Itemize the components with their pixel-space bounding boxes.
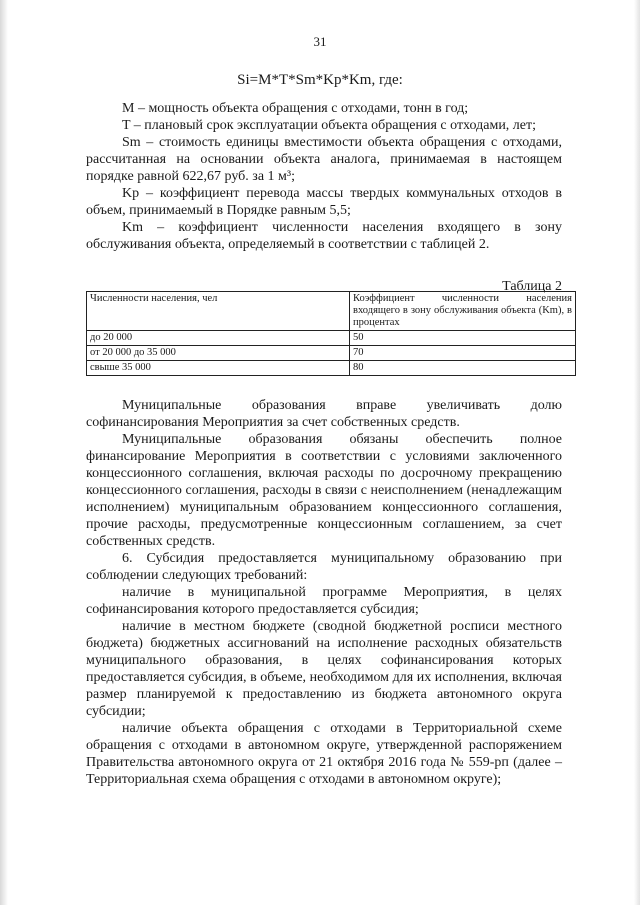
paragraph-scheme-requirement: наличие объекта обращения с отходами в Территориальной схеме обращения с отходами в автономном округе, утвержденной распоряжением Правительства автономного округа от 21 октября 2016 года № 559-рп (далее – Территориальная схема обращения с отходами в автономном округе); — [86, 721, 562, 787]
definition-t: T – плановый срок эксплуатации объекта обращения с отходами, лет; — [122, 118, 537, 133]
definition-km: Km – коэффициент численности населения входящего в зону обслуживания объекта, определяемый в соответствии с таблицей 2. — [86, 220, 562, 252]
definition-m: M – мощность объекта обращения с отходами, тонн в год; — [122, 101, 469, 116]
definitions-block — [86, 100, 562, 253]
scan-edge-right — [634, 0, 640, 905]
table-row — [87, 331, 576, 346]
paragraph-requirements-intro: 6. Субсидия предоставляется муниципальному образованию при соблюдении следующих требований: — [86, 551, 562, 583]
table-header-row — [87, 292, 576, 331]
paragraph-program-requirement: наличие в муниципальной программе Мероприятия, в целях софинансирования которого предоставляется субсидия; — [86, 585, 562, 617]
definition-kp: Kp – коэффициент перевода массы твердых коммунальных отходов в объем, принимаемый в Порядке равным 5,5; — [86, 186, 562, 218]
table-cell-population: свыше 35 000 — [87, 361, 350, 376]
body-text-block — [86, 397, 562, 788]
table-cell-population: от 20 000 до 35 000 — [87, 346, 350, 361]
table-cell-coefficient: 70 — [350, 346, 576, 361]
table-row — [87, 346, 576, 361]
table-header-coefficient: Коэффициент численности населения входящего в зону обслуживания объекта (Km), в процентах — [350, 292, 576, 331]
paragraph-budget-requirement: наличие в местном бюджете (сводной бюджетной росписи местного бюджета) бюджетных ассигнований на исполнение расходных обязательств муниципального образования, в целях софинансирования которых предоставляется субсидия, в объеме, необходимом для их исполнения, включая размер планируемой к предоставлению из бюджета автономного округа субсидии; — [86, 619, 562, 719]
formula: Si=M*T*Sm*Kp*Km, где: — [237, 72, 403, 88]
paragraph-cofinancing-share: Муниципальные образования вправе увеличивать долю софинансирования Мероприятия за счет собственных средств. — [86, 398, 562, 430]
table-header-population: Численности населения, чел — [87, 292, 350, 331]
scan-edge-left — [0, 0, 8, 905]
page-number: 31 — [313, 34, 327, 49]
table-cell-coefficient: 50 — [350, 331, 576, 346]
table-row — [87, 361, 576, 376]
paragraph-full-financing: Муниципальные образования обязаны обеспечить полное финансирование Мероприятия в соответствии с условиями заключенного концессионного соглашения, включая расходы по досрочному прекращению концессионного соглашения, расходы в связи с неисполнением (ненадлежащим исполнением) муниципальным образованием концессионного соглашения, прочие расходы, предусмотренные концессионным соглашением, за счет собственных средств. — [86, 432, 562, 549]
definition-sm: Sm – стоимость единицы вместимости объекта обращения с отходами, рассчитанная на основании объекта аналога, принимаемая в настоящем порядке равной 622,67 руб. за 1 м³; — [86, 135, 562, 184]
table-cell-coefficient: 80 — [350, 361, 576, 376]
table-cell-population: до 20 000 — [87, 331, 350, 346]
table-caption: Таблица 2 — [502, 279, 562, 294]
coefficient-table — [86, 291, 576, 376]
